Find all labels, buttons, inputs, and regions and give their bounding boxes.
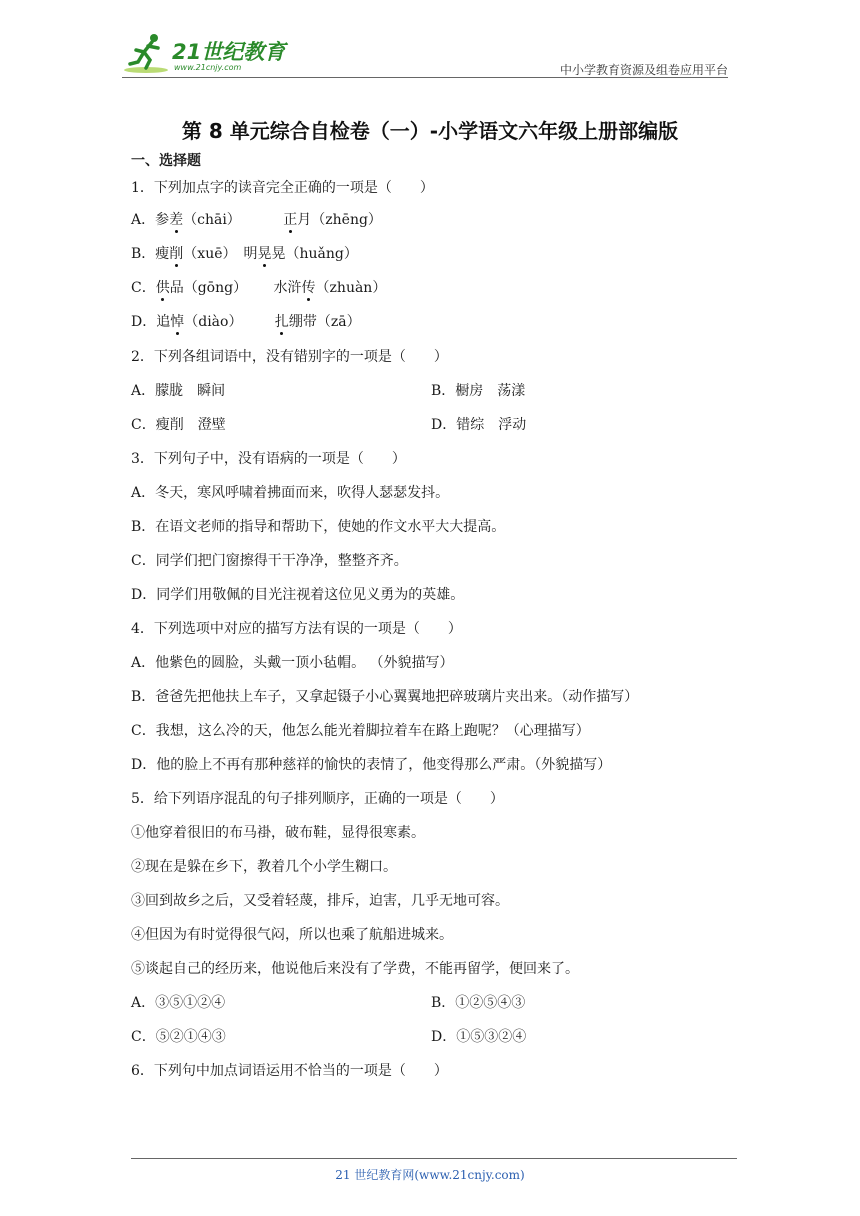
q1-d-text-2: 绷带（zā） — [288, 314, 361, 330]
section-heading: 一、选择题 — [131, 153, 201, 169]
q5-option-d: D．①⑤③②④ — [431, 1029, 527, 1045]
q5-option-a: A．③⑤①②④ — [131, 995, 226, 1011]
q5-stem: 5．给下列语序混乱的句子排列顺序，正确的一项是（ ） — [131, 791, 504, 807]
q1-a-dotted: 差 — [169, 212, 184, 228]
q1-d-dotted-2: 扎 — [274, 314, 289, 330]
q1-b-text: B．瘦 — [131, 246, 170, 262]
q3-option-d: D．同学们用敬佩的目光注视着这位见义勇为的英雄。 — [131, 587, 465, 603]
q1-a-pinyin: （chāi） — [183, 212, 241, 228]
q1-c-pinyin: （zhuàn） — [315, 280, 387, 296]
q5-sentence-1: ①他穿着很旧的布马褂，破布鞋，显得很寒素。 — [131, 825, 425, 841]
header-divider — [122, 77, 728, 78]
q1-b-text-2: （xuē） 明 — [183, 246, 258, 262]
q2-stem: 2．下列各组词语中，没有错别字的一项是（ ） — [131, 349, 448, 365]
q5-sentence-5: ⑤谈起自己的经历来，他说他后来没有了学费，不能再留学，便回来了。 — [131, 961, 579, 977]
q6-stem: 6．下列句中加点词语运用不恰当的一项是（ ） — [131, 1063, 448, 1079]
q1-option-b — [131, 244, 358, 264]
q1-b-text-3: 晃（huǎng） — [271, 246, 358, 262]
q1-c-dotted-2: 传 — [301, 280, 316, 296]
q2-option-d: D．错综 浮动 — [431, 417, 527, 433]
q1-a-dotted-2: 正 — [283, 212, 298, 228]
q2-option-a: A．朦胧 瞬间 — [131, 383, 226, 399]
q2-option-c: C．瘦削 澄壁 — [131, 417, 226, 433]
q3-option-a: A．冬天，寒风呼啸着拂面而来，吹得人瑟瑟发抖。 — [131, 485, 450, 501]
q1-c-text-2: 水浒 — [273, 280, 302, 296]
q1-option-a — [131, 210, 382, 230]
q1-a-text: A．参 — [131, 212, 170, 228]
q3-option-b: B．在语文老师的指导和帮助下，使她的作文水平大大提高。 — [131, 519, 506, 535]
q4-option-d: D．他的脸上不再有那种慈祥的愉快的表情了，他变得那么严肃。（外貌描写） — [131, 757, 612, 773]
logo-url: www.21cnjy.com — [174, 63, 242, 72]
logo — [122, 32, 292, 76]
q1-d-text: D．追 — [131, 314, 171, 330]
logo-text: 21世纪教育 — [172, 40, 286, 64]
q2-option-b: B．橱房 荡漾 — [431, 383, 526, 399]
q1-a-text-2: 月（zhēng） — [297, 212, 382, 228]
q1-c-dotted: 供 — [155, 280, 170, 296]
q5-sentence-3: ③回到故乡之后，又受着轻蔑，排斥，迫害，几乎无地可容。 — [131, 893, 509, 909]
q1-c-text: 品（gōng） — [169, 280, 248, 296]
q5-option-c: C．⑤②①④③ — [131, 1029, 226, 1045]
runner-logo-icon — [122, 32, 174, 76]
q1-stem: 1．下列加点字的读音完全正确的一项是（ ） — [131, 180, 434, 196]
q1-b-dotted-2: 晃 — [257, 246, 272, 262]
footer-link[interactable]: 21 世纪教育网(www.21cnjy.com) — [335, 1168, 525, 1182]
q1-d-dotted: 悼 — [170, 314, 185, 330]
q1-c-label: C． — [131, 280, 156, 296]
q5-option-b: B．①②⑤④③ — [431, 995, 526, 1011]
q5-sentence-4: ④但因为有时觉得很气闷，所以也乘了航船进城来。 — [131, 927, 453, 943]
footer-divider — [131, 1158, 737, 1159]
q4-option-c: C．我想，这么冷的天，他怎么能光着脚拉着车在路上跑呢？（心理描写） — [131, 723, 590, 739]
q3-option-c: C．同学们把门窗擦得干干净净，整整齐齐。 — [131, 553, 408, 569]
q1-d-pinyin: （diào） — [184, 314, 243, 330]
q1-b-dotted: 削 — [169, 246, 184, 262]
q1-option-c — [131, 278, 386, 298]
q4-stem: 4．下列选项中对应的描写方法有误的一项是（ ） — [131, 621, 462, 637]
page-title: 第 8 单元综合自检卷（一）-小学语文六年级上册部编版 — [181, 119, 679, 143]
q5-sentence-2: ②现在是躲在乡下，教着几个小学生糊口。 — [131, 859, 397, 875]
q3-stem: 3．下列句子中，没有语病的一项是（ ） — [131, 451, 406, 467]
q1-option-d — [131, 312, 361, 332]
q4-option-b: B．爸爸先把他扶上车子，又拿起镊子小心翼翼地把碎玻璃片夹出来。（动作描写） — [131, 689, 639, 705]
q4-option-a: A．他紫色的圆脸，头戴一顶小毡帽。 （外貌描写） — [131, 655, 454, 671]
page-header — [122, 30, 728, 80]
platform-name: 中小学教育资源及组卷应用平台 — [559, 63, 728, 77]
